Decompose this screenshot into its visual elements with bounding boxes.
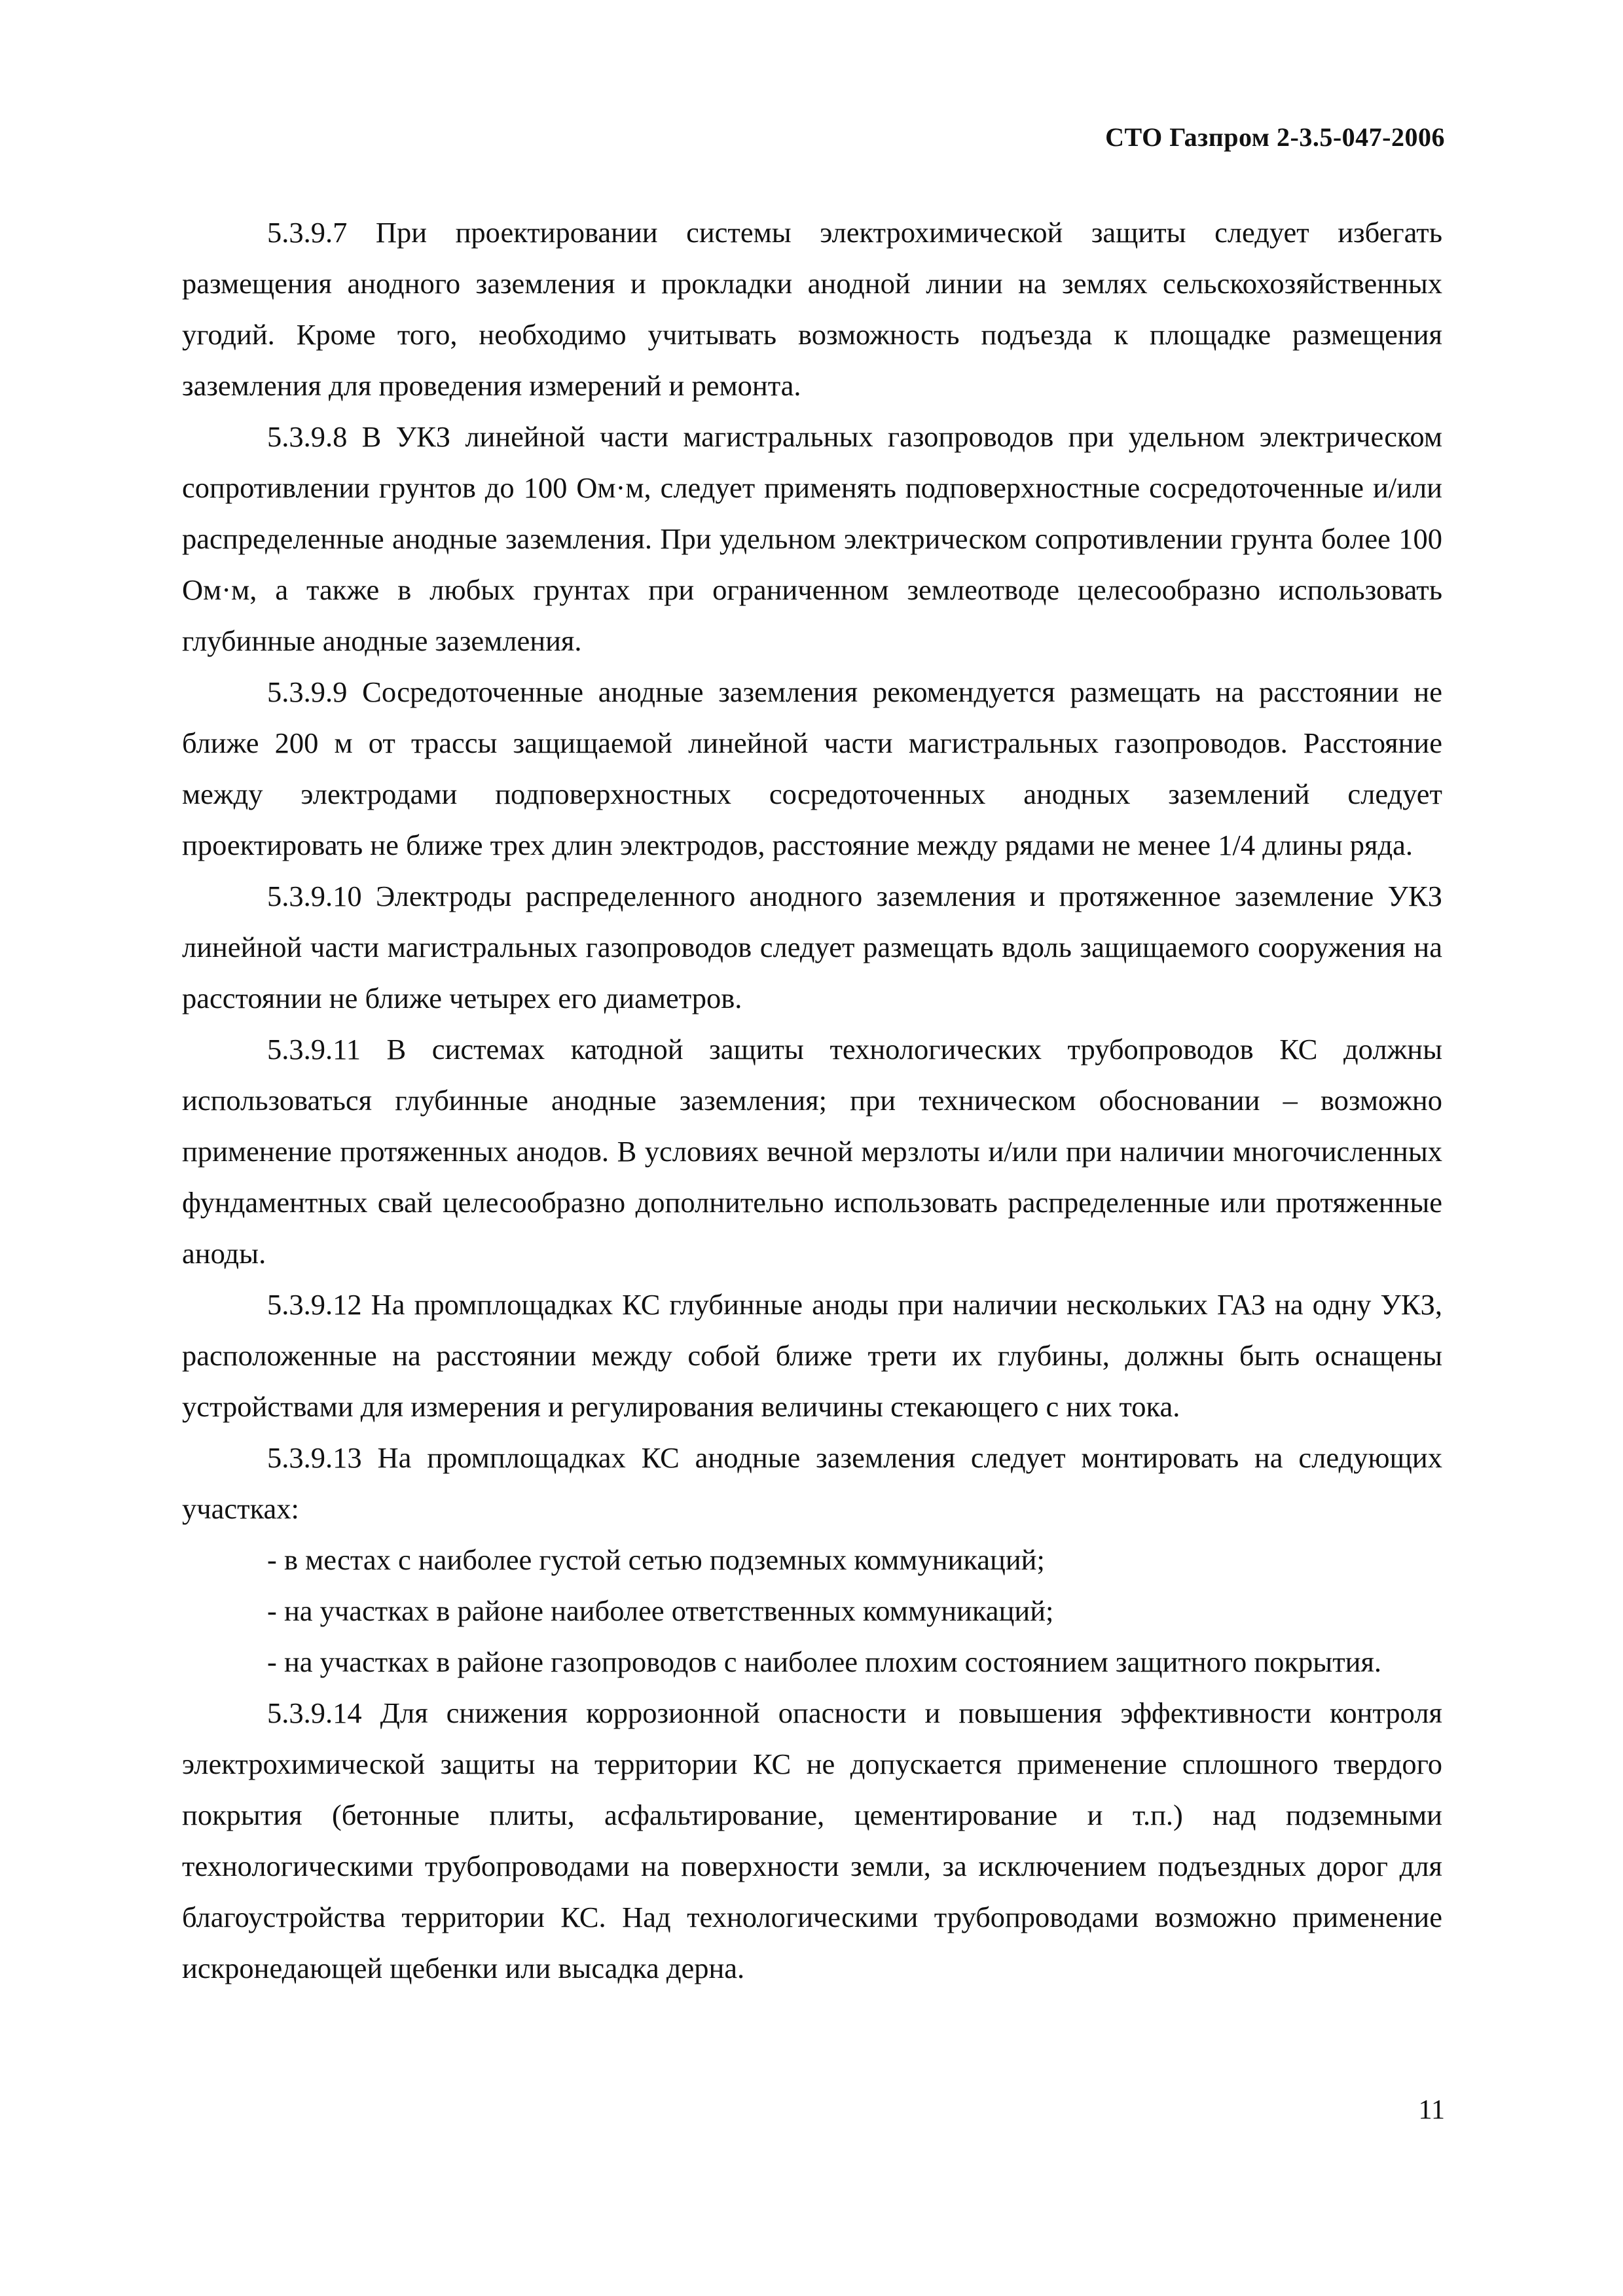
page-number: 11 [1418, 2095, 1445, 2125]
list-item: - на участках в районе газопроводов с наиболее плохим состоянием защитного покрытия. [267, 1645, 1382, 1678]
paragraph-5-3-9-13: 5.3.9.13 На промплощадках КС анодные заземления следует монтировать на следующих участках: [182, 1441, 1442, 1525]
paragraph-5-3-9-12: 5.3.9.12 На промплощадках КС глубинные аноды при наличии нескольких ГАЗ на одну УКЗ, расположенные на расстоянии между собой ближе трети их глубины, должны быть оснащены устройствами для измерения и регулирования величины стекающего с них тока. [182, 1288, 1442, 1423]
paragraph-5-3-9-14: 5.3.9.14 Для снижения коррозионной опасности и повышения эффективности контроля электрохимической защиты на территории КС не допускается применение сплошного твердого покрытия (бетонные плиты, асфальтирование, цементирование и т.п.) над подземными технологическими трубопроводами на поверхности земли, за исключением подъездных дорог для благоустройства территории КС. Над технологическими трубопроводами возможно применение искронедающей щебенки или высадка дерна. [182, 1696, 1442, 1984]
list-item: - в местах с наиболее густой сетью подземных коммуникаций; [267, 1543, 1045, 1576]
paragraph-5-3-9-7: 5.3.9.7 При проектировании системы электрохимической защиты следует избегать размещения анодного заземления и прокладки анодной линии на землях сельскохозяйственных угодий. Кроме того, необходимо учитывать возможность подъезда к площадке размещения заземления для проведения измерений и ремонта. [182, 216, 1442, 402]
paragraph-5-3-9-8: 5.3.9.8 В УКЗ линейной части магистральных газопроводов при удельном электрическом сопротивлении грунтов до 100 Ом·м, следует применять подповерхностные сосредоточенные и/или распределенные анодные заземления. При удельном электрическом сопротивлении грунта более 100 Ом·м, а также в любых грунтах при ограниченном землеотводе целесообразно использовать глубинные анодные заземления. [182, 420, 1442, 657]
list-item: - на участках в районе наиболее ответственных коммуникаций; [267, 1594, 1054, 1627]
paragraph-5-3-9-11: 5.3.9.11 В системах катодной защиты технологических трубопроводов КС должны использоваться глубинные анодные заземления; при техническом обосновании – возможно применение протяженных анодов. В условиях вечной мерзлоты и/или при наличии многочисленных фундаментных свай целесообразно дополнительно использовать распределенные или протяженные аноды. [182, 1033, 1442, 1270]
paragraph-5-3-9-9: 5.3.9.9 Сосредоточенные анодные заземления рекомендуется размещать на расстоянии не ближе 200 м от трассы защищаемой линейной части магистральных газопроводов. Расстояние между электродами подповерхностных сосредоточенных анодных заземлений следует проектировать не ближе трех длин электродов, расстояние между рядами не менее 1/4 длины ряда. [182, 675, 1442, 861]
paragraph-5-3-9-10: 5.3.9.10 Электроды распределенного анодного заземления и протяженное заземление УКЗ линейной части магистральных газопроводов следует размещать вдоль защищаемого сооружения на расстоянии не ближе четырех его диаметров. [182, 880, 1442, 1014]
document-body [182, 207, 1442, 1994]
document-header-code: СТО Газпром 2-3.5-047-2006 [1105, 122, 1445, 152]
